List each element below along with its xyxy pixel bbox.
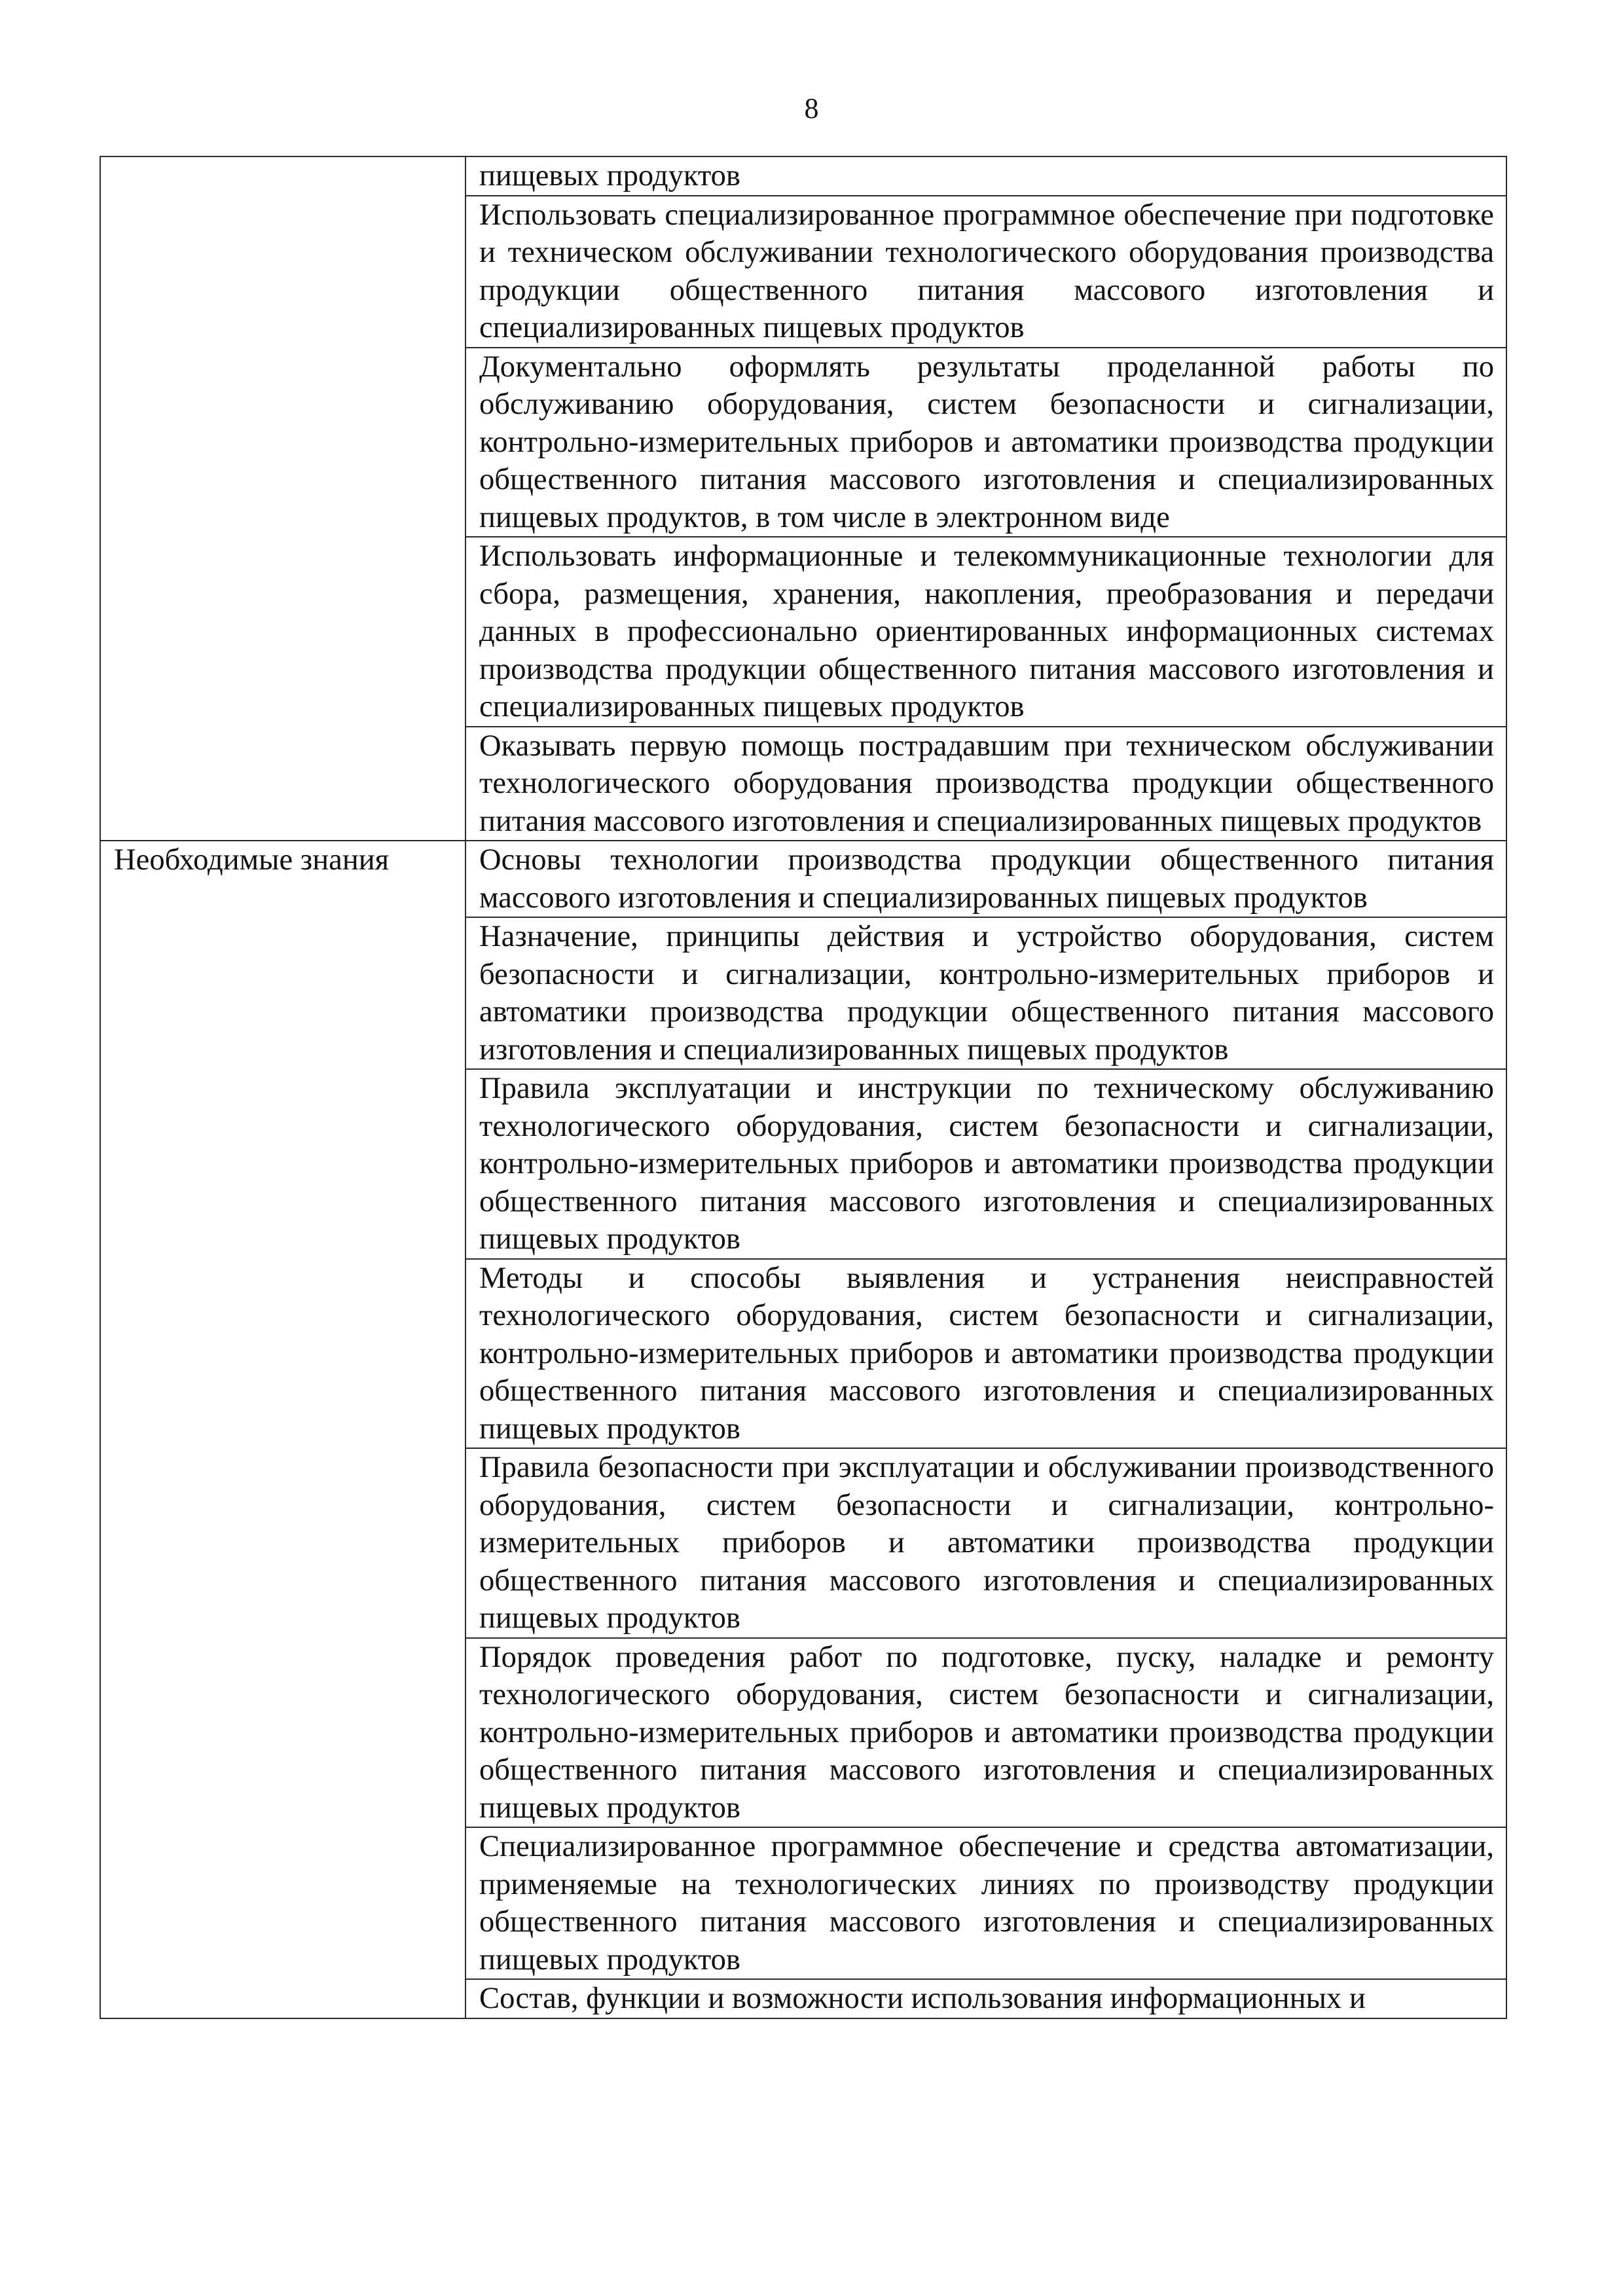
- table-cell: Методы и способы выявления и устранения неисправностей технологического оборудования, систем безопасности и сигнализации, контрольно-измерительных приборов и автоматики производства продукции общественного питания массового изготовления и специализированных пищевых продуктов: [465, 1259, 1506, 1449]
- page-number: 8: [804, 92, 819, 124]
- row-label-required-knowledge: Необходимые знания: [100, 841, 465, 2018]
- table-cell: Правила эксплуатации и инструкции по техническому обслуживанию технологического оборудования, систем безопасности и сигнализации, контрольно-измерительных приборов и автоматики производства продукции общественного питания массового изготовления и специализированных пищевых продуктов: [465, 1069, 1506, 1259]
- table-row: [100, 156, 1506, 196]
- table-cell: Использовать специализированное программное обеспечение при подготовке и техническом обслуживании технологического оборудования производства продукции общественного питания массового изготовления и специализированных пищевых продуктов: [465, 196, 1506, 348]
- table-cell: Использовать информационные и телекоммуникационные технологии для сбора, размещения, хранения, накопления, преобразования и передачи данных в профессионально ориентированных информационных системах производства продукции общественного питания массового изготовления и специализированных пищевых продуктов: [465, 537, 1506, 727]
- table-cell: Назначение, принципы действия и устройство оборудования, систем безопасности и сигнализации, контрольно-измерительных приборов и автоматики производства продукции общественного питания массового изготовления и специализированных пищевых продуктов: [465, 917, 1506, 1069]
- requirements-table: [100, 156, 1507, 2019]
- table-cell: Специализированное программное обеспечение и средства автоматизации, применяемые на технологических линиях по производству продукции общественного питания массового изготовления и специализированных пищевых продуктов: [465, 1827, 1506, 1979]
- table-cell: Состав, функции и возможности использования информационных и: [465, 1979, 1506, 2018]
- table-cell: Оказывать первую помощь пострадавшим при техническом обслуживании технологического оборудования производства продукции общественного питания массового изготовления и специализированных пищевых продуктов: [465, 727, 1506, 841]
- table-row: [100, 841, 1506, 917]
- table-cell: пищевых продуктов: [465, 156, 1506, 196]
- table-cell: Документально оформлять результаты проделанной работы по обслуживанию оборудования, систем безопасности и сигнализации, контрольно-измерительных приборов и автоматики производства продукции общественного питания массового изготовления и специализированных пищевых продуктов, в том числе в электронном виде: [465, 348, 1506, 538]
- table-cell: Правила безопасности при эксплуатации и обслуживании производственного оборудования, систем безопасности и сигнализации, контрольно-измерительных приборов и автоматики производства продукции общественного питания массового изготовления и специализированных пищевых продуктов: [465, 1448, 1506, 1638]
- row-label-empty: [100, 156, 465, 841]
- table-cell: Основы технологии производства продукции общественного питания массового изготовления и специализированных пищевых продуктов: [465, 841, 1506, 917]
- table-cell: Порядок проведения работ по подготовке, пуску, наладке и ремонту технологического оборудования, систем безопасности и сигнализации, контрольно-измерительных приборов и автоматики производства продукции общественного питания массового изготовления и специализированных пищевых продуктов: [465, 1638, 1506, 1828]
